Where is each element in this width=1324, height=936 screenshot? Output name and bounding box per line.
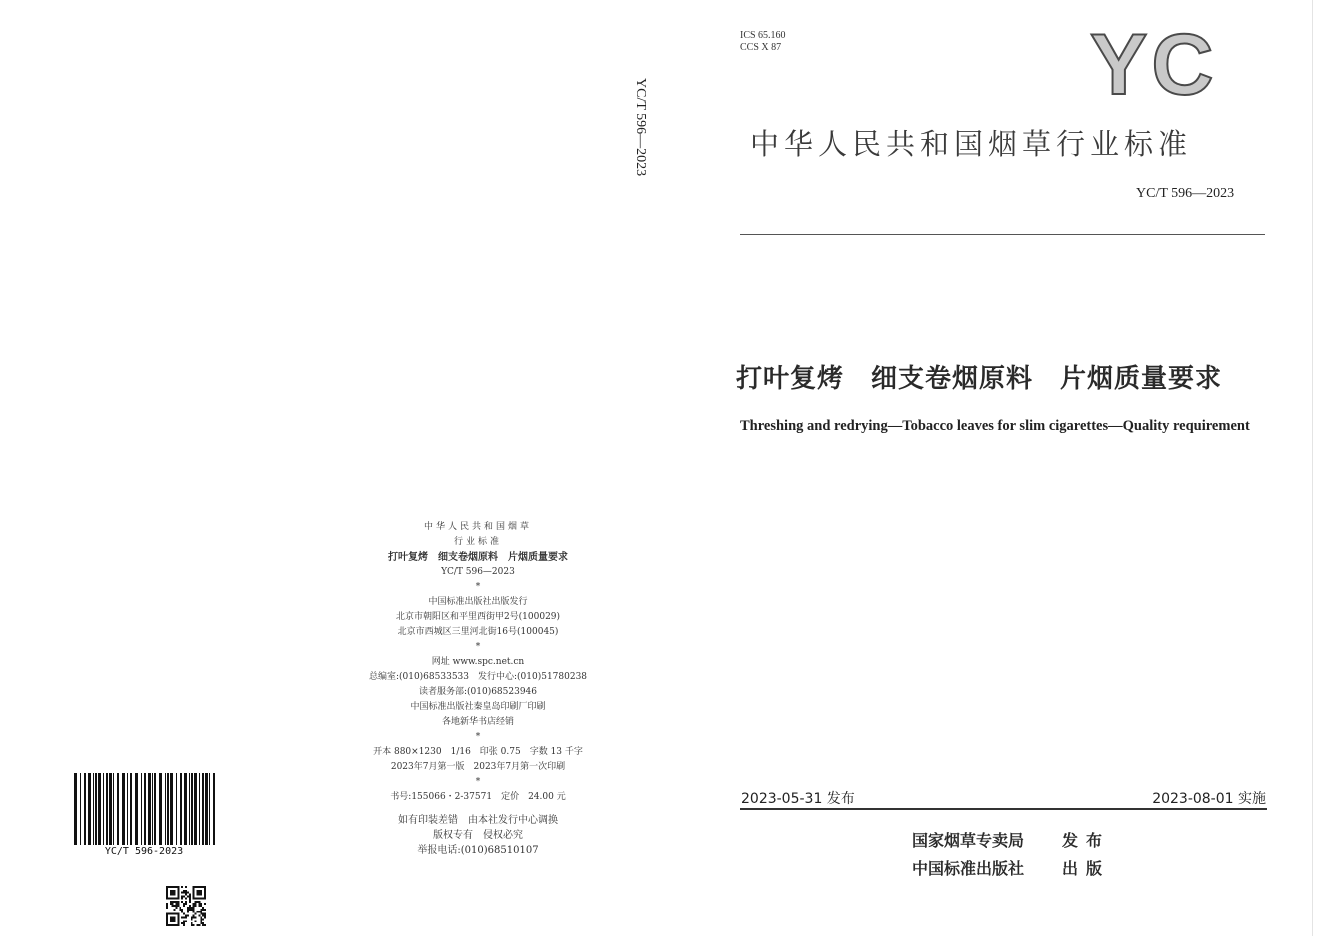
colophon xyxy=(338,520,618,858)
colophon-note3: 举报电话:(010)68510107 xyxy=(417,845,539,856)
page-edge xyxy=(1312,0,1313,936)
colophon-website: 网址 www.spc.net.cn xyxy=(431,657,525,667)
issue-date: 2023-05-31 发布 xyxy=(741,791,855,807)
colophon-address1: 北京市朝阳区和平里西街甲2号(100029) xyxy=(395,612,561,622)
colophon-line1: 中华人民共和国烟草 xyxy=(423,522,532,532)
barcode xyxy=(72,773,216,845)
classification-codes xyxy=(740,30,786,54)
barcode-number: YC/T 596-2023 xyxy=(104,846,184,857)
standard-category-title: 中华人民共和国烟草行业标准 xyxy=(750,127,1193,161)
colophon-bullet: * xyxy=(475,642,481,652)
ccs-code: CCS X 87 xyxy=(740,42,782,53)
qr-code xyxy=(166,886,206,926)
colophon-title: 打叶复烤 细支卷烟原料 片烟质量要求 xyxy=(388,552,568,563)
top-divider xyxy=(740,234,1265,235)
colophon-distributor: 各地新华书店经销 xyxy=(441,717,514,727)
spine-label: YC/T 596—2023 xyxy=(633,78,648,177)
publisher-press-role: 出版 xyxy=(1062,859,1111,878)
colophon-phones2: 读者服务部:(010)68523946 xyxy=(418,687,538,697)
publisher-press: 中国标准出版社 xyxy=(912,859,1025,878)
colophon-line2: 行业标准 xyxy=(453,537,502,547)
colophon-bullet: * xyxy=(475,582,481,592)
colophon-bullet: * xyxy=(475,777,481,787)
english-title: Threshing and redrying—Tobacco leaves for slim cigarettes—Quality requirement xyxy=(740,418,1250,434)
yc-logo: YC xyxy=(1090,17,1218,113)
bottom-divider xyxy=(740,808,1267,810)
colophon-publisher: 中国标准出版社出版发行 xyxy=(428,597,528,607)
implementation-date: 2023-08-01 实施 xyxy=(1152,791,1266,807)
colophon-bullet: * xyxy=(475,732,481,742)
colophon-phones1: 总编室:(010)68533533 发行中心:(010)51780238 xyxy=(368,672,588,682)
colophon-number: YC/T 596—2023 xyxy=(441,567,515,577)
colophon-note1: 如有印装差错 由本社发行中心调换 xyxy=(398,815,558,826)
standard-number: YC/T 596—2023 xyxy=(1136,186,1235,201)
colophon-price: 书号:155066・2-37571 定价 24.00 元 xyxy=(390,792,566,802)
publisher-issuer-role: 发布 xyxy=(1062,831,1111,850)
colophon-address2: 北京市西城区三里河北街16号(100045) xyxy=(397,627,559,637)
publisher-issuer: 国家烟草专卖局 xyxy=(912,831,1025,850)
colophon-printer: 中国标准出版社秦皇岛印刷厂印刷 xyxy=(410,702,546,712)
chinese-title: 打叶复烤 细支卷烟原料 片烟质量要求 xyxy=(736,364,1223,394)
colophon-format: 开本 880×1230 1/16 印张 0.75 字数 13 千字 xyxy=(373,747,583,757)
colophon-note2: 版权专有 侵权必究 xyxy=(433,830,523,841)
colophon-edition: 2023年7月第一版 2023年7月第一次印刷 xyxy=(390,762,566,772)
ics-code: ICS 65.160 xyxy=(740,30,786,41)
